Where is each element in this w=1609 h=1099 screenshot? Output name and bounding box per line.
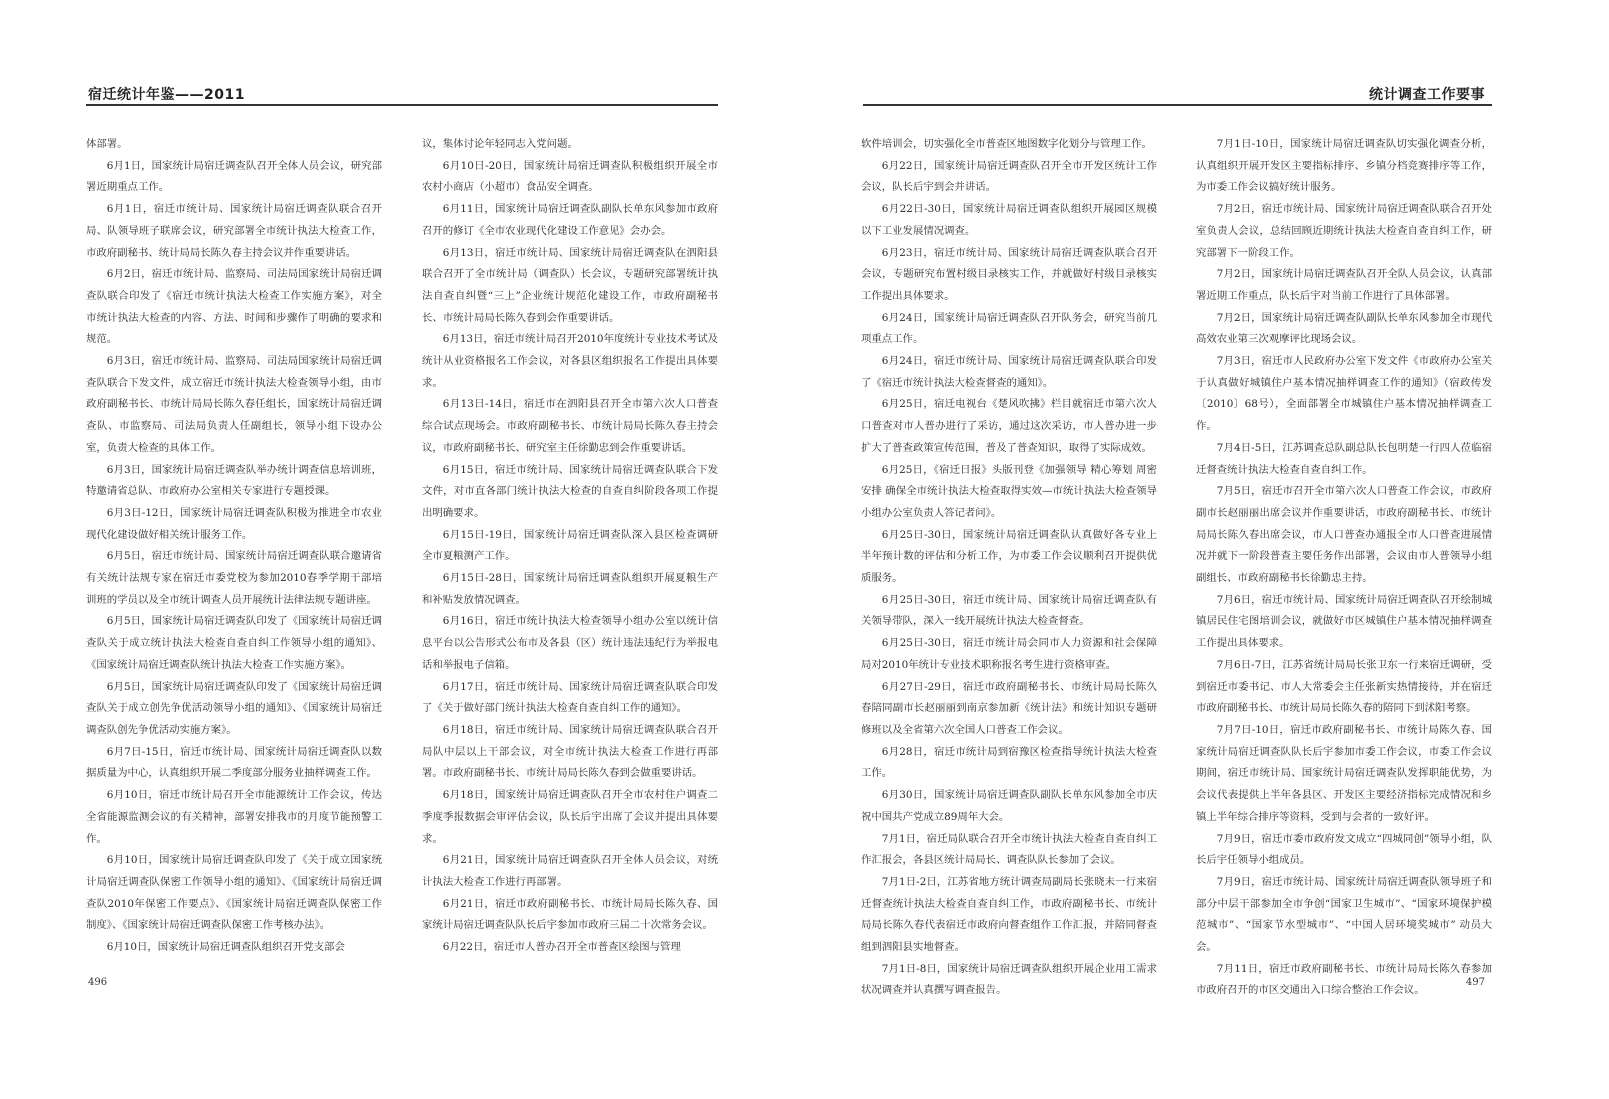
event-entry: 6月18日，国家统计局宿迁调查队召开全市农村住户调查二季度季报数据会审评估会议，队长后宇出席了会议并提出具体要求。 bbox=[422, 789, 718, 845]
event-entry: 7月3日，宿迁市人民政府办公室下发文件《市政府办公室关于认真做好城镇住户基本情况抽样调查工作的通知》（宿政传发〔2010〕68号），全面部署全市城镇住户基本情况抽样调查工作。 bbox=[1196, 355, 1492, 433]
event-entry: 6月25日-30日，宿迁市统计局会同市人力资源和社会保障局对2010年统计专业技术职称报名考生进行资格审查。 bbox=[861, 637, 1157, 671]
left-column-1 bbox=[86, 134, 382, 959]
event-entry: 7月2日，宿迁市统计局、国家统计局宿迁调查队联合召开处室负责人会议，总结回顾近期统计执法大检查自查自纠工作，研究部署下一阶段工作。 bbox=[1196, 203, 1492, 259]
event-entry: 6月10日，宿迁市统计局召开全市能源统计工作会议，传达全省能源监测会议的有关精神，部署安排我市的月度节能预警工作。 bbox=[86, 789, 382, 845]
event-entry: 软件培训会，切实强化全市普查区地图数字化划分与管理工作。 bbox=[861, 138, 1152, 150]
event-entry: 6月1日，国家统计局宿迁调查队召开全体人员会议，研究部署近期重点工作。 bbox=[86, 159, 382, 194]
event-entry: 6月22日，宿迁市人普办召开全市普查区绘图与管理 bbox=[442, 941, 681, 954]
event-entry: 6月30日，国家统计局宿迁调查队副队长单东风参加全市庆祝中国共产党成立89周年大会。 bbox=[861, 789, 1157, 823]
event-entry: 7月1日-2日，江苏省地方统计调查局副局长张晓未一行来宿迁督查统计执法大检查自查自纠工作，市政府副秘书长、市统计局局长陈久春代表宿迁市政府向督查组作工作汇报，并陪同督查组到泗阳县实地督查。 bbox=[861, 875, 1157, 954]
event-entry: 7月1日-8日，国家统计局宿迁调查队组织开展企业用工需求状况调查并认真撰写调查报告。 bbox=[861, 962, 1157, 997]
running-header: 宿迁统计年鉴——2011 bbox=[88, 87, 245, 103]
event-entry: 6月24日，宿迁市统计局、国家统计局宿迁调查队联合印发了《宿迁市统计执法大检查督查的通知》。 bbox=[861, 355, 1157, 389]
event-entry: 6月15日，宿迁市统计局、国家统计局宿迁调查队联合下发文件，对市直各部门统计执法大检查的自查自纠阶段各项工作提出明确要求。 bbox=[422, 463, 718, 519]
event-entry: 6月13日-14日，宿迁市在泗阳县召开全市第六次人口普查综合试点现场会。市政府副秘书长、市统计局局长陈久春主持会议，市政府副秘书长、研究室主任徐勤忠到会作重要讲话。 bbox=[422, 398, 718, 454]
event-entry: 7月5日，宿迁市召开全市第六次人口普查工作会议，市政府副市长赵丽丽出席会议并作重要讲话，市政府副秘书长、市统计局局长陈久春出席会议，市人口普查办通报全市人口普查进展情况并就下一阶段普查主要任务作出部署，会议由市人普领导小组副组长、市政府副秘书长徐勤忠主持。 bbox=[1196, 485, 1492, 585]
event-entry: 6月25日，宿迁电视台《楚风吹拂》栏目就宿迁市第六次人口普查对市人普办进行了采访，通过这次采访，市人普办进一步扩大了普查政策宣传范围，普及了普查知识，取得了实际成效。 bbox=[861, 398, 1157, 454]
event-entry: 6月7日-15日，宿迁市统计局、国家统计局宿迁调查队以数据质量为中心，认真组织开展二季度部分服务业抽样调查工作。 bbox=[86, 745, 382, 780]
event-entry: 7月9日，宿迁市委市政府发文成立“四城同创”领导小组，队长后宇任领导小组成员。 bbox=[1196, 832, 1492, 867]
page-number: 496 bbox=[88, 977, 108, 988]
event-entry: 6月3日，宿迁市统计局、监察局、司法局国家统计局宿迁调查队联合下发文件，成立宿迁市统计执法大检查领导小组，由市政府副秘书长、市统计局局长陈久春任组长，国家统计局宿迁调查队、市监察局、司法局负责人任副组长，领导小组下设办公室，负责大检查的具体工作。 bbox=[86, 355, 382, 454]
event-entry: 7月7日-10日，宿迁市政府副秘书长、市统计局陈久春、国家统计局宿迁调查队队长后宇参加市委工作会议，市委工作会议期间，宿迁市统计局、国家统计局宿迁调查队发挥职能优势，为会议代表提供上半年各县区、开发区主要经济指标完成情况和乡镇上半年综合排序等资料，受到与会者的一致好评。 bbox=[1196, 723, 1492, 823]
event-entry: 体部署。 bbox=[86, 138, 128, 150]
running-header: 统计调查工作要事 bbox=[1369, 87, 1485, 103]
event-entry: 7月4日-5日，江苏调查总队副总队长包明楚一行四人莅临宿迁督查统计执法大检查自查自纠工作。 bbox=[1196, 441, 1492, 476]
event-entry: 6月5日，国家统计局宿迁调查队印发了《国家统计局宿迁调查队关于成立创先争优活动领导小组的通知》、《国家统计局宿迁调查队创先争优活动实施方案》。 bbox=[86, 680, 382, 736]
event-entry: 6月24日，国家统计局宿迁调查队召开队务会，研究当前几项重点工作。 bbox=[861, 311, 1157, 346]
event-entry: 议，集体讨论年轻同志入党问题。 bbox=[422, 138, 578, 150]
event-entry: 6月3日，国家统计局宿迁调查队举办统计调查信息培训班，特邀请省总队、市政府办公室相关专家进行专题授课。 bbox=[86, 463, 382, 498]
event-entry: 6月22日-30日，国家统计局宿迁调查队组织开展园区规模以下工业发展情况调查。 bbox=[861, 203, 1157, 237]
right-page bbox=[805, 0, 1609, 1099]
event-entry: 7月1日，宿迁局队联合召开全市统计执法大检查自查自纠工作汇报会，各县区统计局局长、调查队队长参加了会议。 bbox=[861, 832, 1157, 867]
event-entry: 6月3日-12日，国家统计局宿迁调查队积极为推进全市农业现代化建设做好相关统计服务工作。 bbox=[86, 506, 382, 541]
event-entry: 6月5日，宿迁市统计局、国家统计局宿迁调查队联合邀请省有关统计法规专家在宿迁市委党校为参加2010春季学期干部培训班的学员以及全市统计调查人员开展统计法律法规专题讲座。 bbox=[86, 550, 382, 606]
event-entry: 6月22日，国家统计局宿迁调查队召开全市开发区统计工作会议，队长后宇到会并讲话。 bbox=[861, 159, 1157, 194]
left-page bbox=[0, 0, 804, 1099]
event-entry: 6月25日-30日，宿迁市统计局、国家统计局宿迁调查队有关领导带队，深入一线开展统计执法大检查督查。 bbox=[861, 593, 1157, 628]
event-entry: 7月2日，国家统计局宿迁调查队召开全队人员会议，认真部署近期工作重点，队长后宇对当前工作进行了具体部署。 bbox=[1196, 268, 1492, 302]
event-entry: 6月21日，宿迁市政府副秘书长、市统计局局长陈久春、国家统计局宿迁调查队队长后宇参加市政府三届二十次常务会议。 bbox=[422, 897, 718, 932]
event-entry: 7月11日，宿迁市政府副秘书长、市统计局局长陈久春参加市政府召开的市区交通出入口综合整治工作会议。 bbox=[1196, 962, 1492, 997]
event-entry: 6月10日，国家统计局宿迁调查队组织召开党支部会 bbox=[106, 941, 345, 954]
header-rule bbox=[863, 104, 1492, 106]
event-entry: 6月1日，宿迁市统计局、国家统计局宿迁调查队联合召开局、队领导班子联席会议，研究部署全市统计执法大检查工作，市政府副秘书、统计局局长陈久春主持会议并作重要讲话。 bbox=[86, 203, 382, 259]
event-entry: 7月1日-10日，国家统计局宿迁调查队切实强化调查分析，认真组织开展开发区主要指标排序、乡镇分档竞赛排序等工作，为市委工作会议搞好统计服务。 bbox=[1196, 138, 1492, 194]
event-entry: 7月6日-7日，江苏省统计局局长张卫东一行来宿迁调研，受到宿迁市委书记、市人大常委会主任张新实热情接待，并在宿迁市政府副秘书长、市统计局局长陈久春的陪同下到沭阳考察。 bbox=[1196, 658, 1492, 715]
event-entry: 6月28日，宿迁市统计局到宿豫区检查指导统计执法大检查工作。 bbox=[861, 745, 1157, 780]
right-column-2 bbox=[1196, 134, 1492, 1002]
event-entry: 6月21日，国家统计局宿迁调查队召开全体人员会议，对统计执法大检查工作进行再部署。 bbox=[422, 854, 718, 888]
event-entry: 6月10日-20日，国家统计局宿迁调查队积极组织开展全市农村小商店（小超市）食品安全调查。 bbox=[422, 159, 718, 194]
event-entry: 6月17日，宿迁市统计局、国家统计局宿迁调查队联合印发了《关于做好部门统计执法大检查自查自纠工作的通知》。 bbox=[422, 680, 718, 715]
event-entry: 6月15日-28日，国家统计局宿迁调查队组织开展夏粮生产和补贴发放情况调查。 bbox=[422, 572, 718, 606]
event-entry: 6月27日-29日，宿迁市政府副秘书长、市统计局局长陈久春陪同副市长赵丽丽到南京参加新《统计法》和统计知识专题研修班以及全省第六次全国人口普查工作会议。 bbox=[861, 680, 1157, 736]
header-rule bbox=[86, 104, 718, 106]
event-entry: 7月9日，宿迁市统计局、国家统计局宿迁调查队领导班子和部分中层干部参加全市争创“国家卫生城市”、“国家环境保护模范城市”、“国家节水型城市”、“中国人居环境奖城市” 动员大会。 bbox=[1196, 875, 1492, 954]
event-entry: 6月16日，宿迁市统计执法大检查领导小组办公室以统计信息平台以公告形式公布市及各县（区）统计违法违纪行为举报电话和举报电子信箱。 bbox=[422, 615, 718, 671]
left-column-2 bbox=[422, 134, 718, 959]
event-entry: 6月5日，国家统计局宿迁调查队印发了《国家统计局宿迁调查队关于成立统计执法大检查自查自纠工作领导小组的通知》、《国家统计局宿迁调查队统计执法大检查工作实施方案》。 bbox=[86, 615, 382, 671]
event-entry: 6月2日，宿迁市统计局、监察局、司法局国家统计局宿迁调查队联合印发了《宿迁市统计执法大检查工作实施方案》，对全市统计执法大检查的内容、方法、时间和步骤作了明确的要求和规范。 bbox=[86, 268, 382, 346]
event-entry: 6月25日-30日，国家统计局宿迁调查队认真做好各专业上半年预计数的评估和分析工作，为市委工作会议顺利召开提供优质服务。 bbox=[861, 528, 1157, 585]
event-entry: 6月13日，宿迁市统计局、国家统计局宿迁调查队在泗阳县联合召开了全市统计局（调查队）长会议，专题研究部署统计执法自查自纠暨“三上”企业统计规范化建设工作，市政府副秘书长、市统计局局长陈久春到会作重要讲话。 bbox=[422, 246, 718, 324]
event-entry: 7月2日，国家统计局宿迁调查队副队长单东风参加全市现代高效农业第三次观摩评比现场会议。 bbox=[1196, 311, 1492, 346]
event-entry: 7月6日，宿迁市统计局、国家统计局宿迁调查队召开绘制城镇居民住宅图培训会议，就做好市区城镇住户基本情况抽样调查工作提出具体要求。 bbox=[1196, 593, 1492, 650]
event-entry: 6月11日，国家统计局宿迁调查队副队长单东风参加市政府召开的修订《全市农业现代化建设工作意见》会办会。 bbox=[422, 203, 718, 237]
event-entry: 6月25日，《宿迁日报》头版刊登《加强领导 精心筹划 周密安排 确保全市统计执法大检查取得实效—市统计执法大检查领导小组办公室负责人答记者问》。 bbox=[861, 463, 1157, 519]
right-column-1 bbox=[861, 134, 1157, 1002]
page-number: 497 bbox=[1465, 977, 1485, 988]
event-entry: 6月13日，宿迁市统计局召开2010年度统计专业技术考试及统计从业资格报名工作会议，对各县区组织报名工作提出具体要求。 bbox=[422, 333, 718, 389]
event-entry: 6月15日-19日，国家统计局宿迁调查队深入县区检查调研全市夏粮测产工作。 bbox=[422, 528, 718, 563]
event-entry: 6月18日，宿迁市统计局、国家统计局宿迁调查队联合召开局队中层以上干部会议，对全市统计执法大检查工作进行再部署。市政府副秘书长、市统计局局长陈久春到会做重要讲话。 bbox=[422, 723, 718, 780]
event-entry: 6月10日，国家统计局宿迁调查队印发了《关于成立国家统计局宿迁调查队保密工作领导小组的通知》、《国家统计局宿迁调查队2010年保密工作要点》、《国家统计局宿迁调查队保密工作制度》、《国家统计局宿迁调查队保密工作考核办法》。 bbox=[86, 854, 382, 932]
event-entry: 6月23日，宿迁市统计局、国家统计局宿迁调查队联合召开会议，专题研究布置村级目录核实工作，并就做好村级目录核实工作提出具体要求。 bbox=[861, 246, 1157, 302]
